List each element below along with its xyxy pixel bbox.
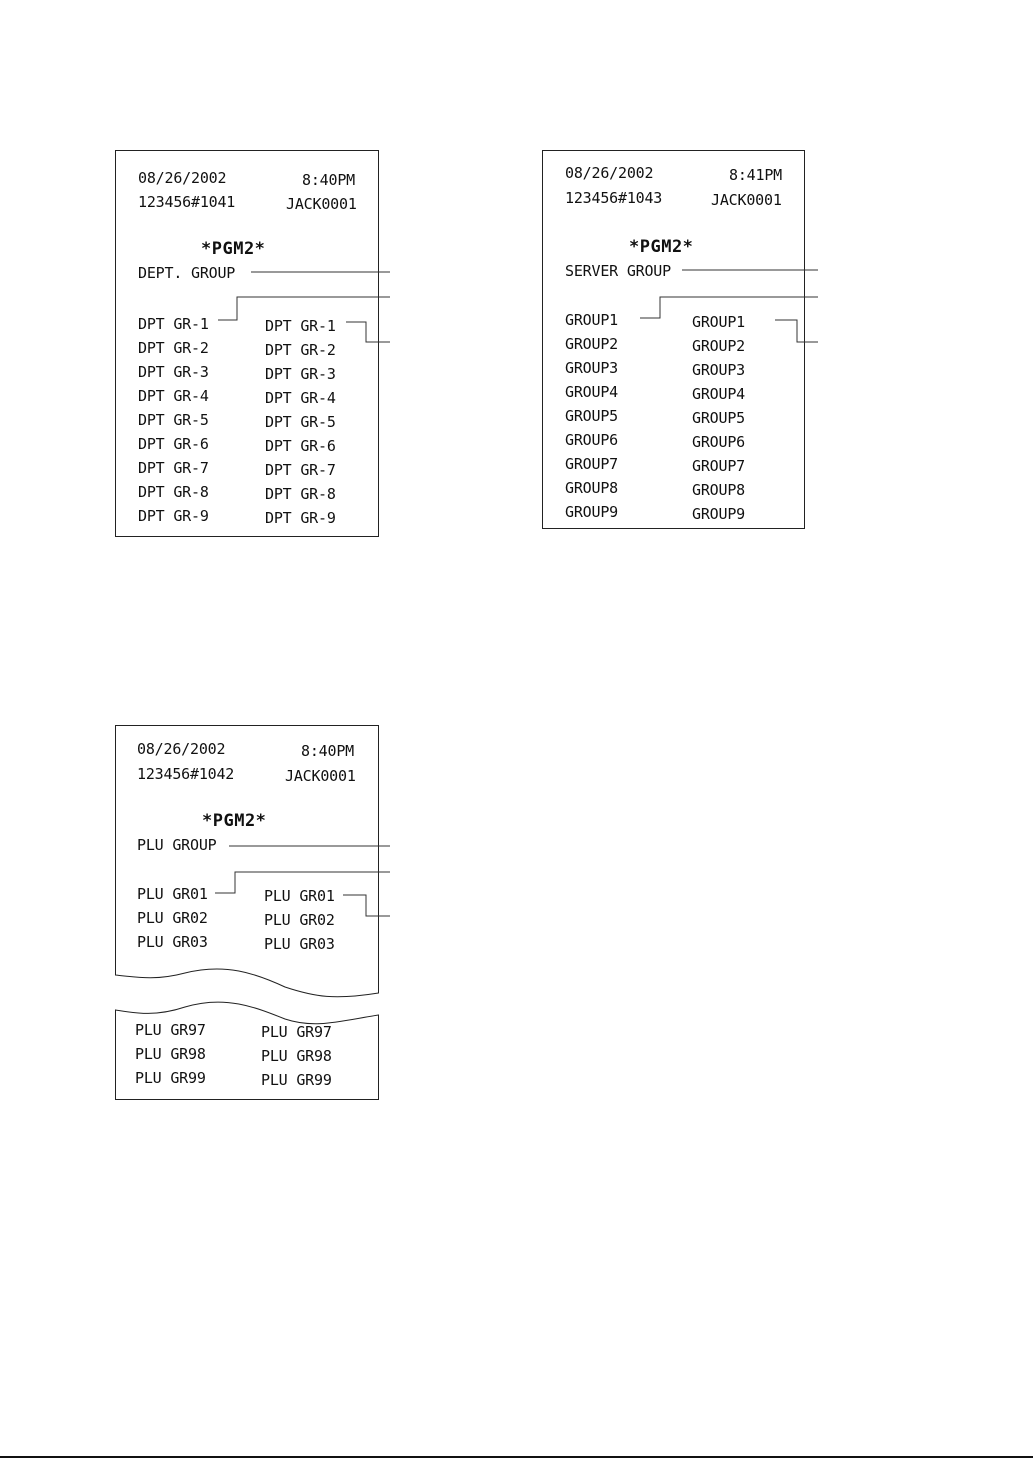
group-label: SERVER GROUP: [565, 262, 671, 280]
right-item: DPT GR-1: [265, 317, 336, 335]
left-item: DPT GR-9: [138, 507, 209, 525]
right-item: GROUP5: [692, 409, 745, 427]
receipt-title: *PGM2*: [629, 237, 694, 257]
leader-right-column: [346, 322, 390, 342]
right-item: GROUP1: [692, 313, 745, 331]
receipt-title: *PGM2*: [201, 239, 266, 259]
right-item: GROUP2: [692, 337, 745, 355]
left-item: PLU GR03: [137, 933, 208, 951]
right-item-tail: PLU GR99: [261, 1071, 332, 1089]
right-item: GROUP4: [692, 385, 745, 403]
left-item: DPT GR-6: [138, 435, 209, 453]
right-item: DPT GR-4: [265, 389, 336, 407]
left-item: DPT GR-8: [138, 483, 209, 501]
right-item: GROUP8: [692, 481, 745, 499]
right-item: PLU GR01: [264, 887, 335, 905]
receipt-clerk: JACK0001: [711, 191, 782, 209]
receipt-time: 8:40PM: [301, 742, 354, 760]
leader-left-column: [215, 872, 390, 893]
left-item: DPT GR-2: [138, 339, 209, 357]
left-item: GROUP9: [565, 503, 618, 521]
leader-left-column: [640, 297, 818, 318]
left-item: GROUP8: [565, 479, 618, 497]
left-item-tail: PLU GR97: [135, 1021, 206, 1039]
receipt-clerk: JACK0001: [286, 195, 357, 213]
right-item: DPT GR-5: [265, 413, 336, 431]
left-item: DPT GR-3: [138, 363, 209, 381]
left-item-tail: PLU GR99: [135, 1069, 206, 1087]
right-item: DPT GR-3: [265, 365, 336, 383]
left-item: DPT GR-7: [138, 459, 209, 477]
left-item: GROUP4: [565, 383, 618, 401]
leader-right-column: [775, 320, 818, 342]
left-item: GROUP1: [565, 311, 618, 329]
left-item: GROUP3: [565, 359, 618, 377]
right-item: GROUP9: [692, 505, 745, 523]
leader-left-column: [218, 297, 390, 320]
receipt-number: 123456#1041: [138, 193, 236, 211]
right-item-tail: PLU GR98: [261, 1047, 332, 1065]
receipt-number: 123456#1043: [565, 189, 663, 207]
right-item: DPT GR-7: [265, 461, 336, 479]
leader-right-column: [343, 895, 390, 916]
receipt-time: 8:41PM: [729, 166, 782, 184]
left-item: DPT GR-5: [138, 411, 209, 429]
left-item: GROUP5: [565, 407, 618, 425]
left-item: PLU GR02: [137, 909, 208, 927]
right-item: GROUP6: [692, 433, 745, 451]
group-label: PLU GROUP: [137, 836, 217, 854]
page-bottom-rule: [0, 1456, 1033, 1458]
receipt-time: 8:40PM: [302, 171, 355, 189]
right-item: GROUP7: [692, 457, 745, 475]
left-item: GROUP2: [565, 335, 618, 353]
right-item: PLU GR02: [264, 911, 335, 929]
left-item: DPT GR-1: [138, 315, 209, 333]
right-item: DPT GR-9: [265, 509, 336, 527]
left-item: GROUP7: [565, 455, 618, 473]
group-label: DEPT. GROUP: [138, 264, 236, 282]
receipt-title: *PGM2*: [202, 811, 267, 831]
receipt-date: 08/26/2002: [565, 164, 654, 182]
right-item-tail: PLU GR97: [261, 1023, 332, 1041]
left-item: DPT GR-4: [138, 387, 209, 405]
left-item: GROUP6: [565, 431, 618, 449]
receipt-clerk: JACK0001: [285, 767, 356, 785]
receipt-number: 123456#1042: [137, 765, 235, 783]
right-item: DPT GR-2: [265, 341, 336, 359]
left-item: PLU GR01: [137, 885, 208, 903]
left-item-tail: PLU GR98: [135, 1045, 206, 1063]
right-item: PLU GR03: [264, 935, 335, 953]
right-item: DPT GR-8: [265, 485, 336, 503]
receipt-date: 08/26/2002: [137, 740, 226, 758]
receipt-date: 08/26/2002: [138, 169, 227, 187]
right-item: DPT GR-6: [265, 437, 336, 455]
right-item: GROUP3: [692, 361, 745, 379]
